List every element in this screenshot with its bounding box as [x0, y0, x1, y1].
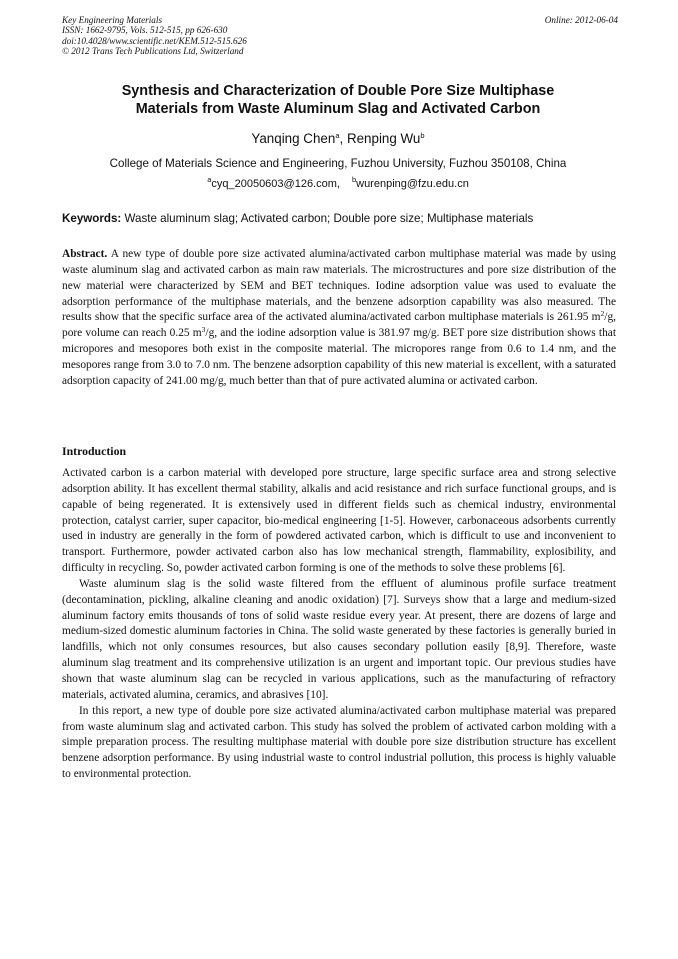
- email-mark: a: [207, 175, 212, 184]
- abstract-label: Abstract.: [62, 248, 108, 260]
- introduction-section: [62, 466, 616, 783]
- unit-exponent: 2: [600, 309, 605, 319]
- keywords: [62, 212, 618, 225]
- email-link[interactable]: wurenping@fzu.edu.cn: [356, 178, 469, 190]
- keywords-label: Keywords:: [62, 212, 122, 225]
- author-name: Yanqing Chen: [251, 131, 336, 146]
- journal-copyright: © 2012 Trans Tech Publications Ltd, Switzerland: [62, 46, 244, 57]
- author-separator: ,: [339, 131, 347, 146]
- affiliation: College of Materials Science and Engineering, Fuzhou University, Fuzhou 350108, China: [109, 157, 567, 170]
- paper-title: [62, 83, 614, 118]
- title-line-2: Materials from Waste Aluminum Slag and Activated Carbon: [135, 100, 541, 117]
- email-mark: b: [351, 175, 357, 184]
- journal-issn: ISSN: 1662-9795, Vols. 512-515, pp 626-630: [62, 25, 228, 36]
- email-link[interactable]: cyq_20050603@126.com,: [211, 178, 340, 190]
- journal-header: [62, 15, 618, 57]
- paragraph: In this report, a new type of double pore size activated alumina/activated carbon multiphase material was prepared from waste aluminum slag and activated carbon. This study has solved the problem of activated carbon molding with a simple preparation process. The resulting multiphase material with double pore size distribution structure has excellent benzene adsorption performance. By using industrial waste to control industrial pollution, this process is highly valuable to environmental protection.: [62, 704, 616, 781]
- abstract-text: A new type of double pore size activated alumina/activated carbon multiphase material was made by using waste aluminum slag and activated carbon as main raw materials. The microstructures and pore size distribution of the new material were characterized by SEM and BET techniques. Iodine adsorption value was used to evaluate the adsorption performance of the multiphase materials, and the benzene adsorption capability was also measured. The results show that the specific surface area of the activated alumina/activated carbon multiphase materials is 261.95 m: [62, 248, 616, 324]
- title-line-1: Synthesis and Characterization of Double Pore Size Multiphase: [121, 83, 555, 99]
- author-affil-mark: a: [335, 131, 340, 140]
- abstract: [62, 247, 616, 390]
- abstract-text: /g, and the iodine adsorption value is 381.97 mg/g. BET pore size distribution shows that micropores and mesopores both exist in the composite material. The micropores range from 0.6 to 1.4 nm, and the mesopores range from 3.0 to 7.0 nm. The benzene adsorption capability of this new material is excellent, with a saturated adsorption capacity of 241.00 mg/g, much better than that of pure activated alumina or activated carbon.: [62, 327, 616, 387]
- author-affil-mark: b: [420, 131, 425, 140]
- journal-name: Key Engineering Materials: [62, 15, 163, 25]
- journal-doi: doi:10.4028/www.scientific.net/KEM.512-515.626: [62, 35, 247, 46]
- author-name: Renping Wu: [346, 131, 421, 146]
- paragraph: Activated carbon is a carbon material with developed pore structure, large specific surface area and strong selective adsorption ability. It has excellent thermal stability, alkalis and acid resistance and rich surface functional groups, and is capable of being regenerated. It is extensively used in different fields such as chemical industry, environmental protection, catalyst carrier, super capacitor, bio-medical engineering [1-5]. However, carbonaceous adsorbents currently used in industry are generally in the form of powdered activated carbon, which is difficult to use and inconvenient to transport. Furthermore, powder activated carbon also has low mechanical strength, flammability, explosibility, and difficulty in recycling. So, powder activated carbon forming is one of the methods to solve these problems [6].: [62, 467, 616, 575]
- keywords-text: Waste aluminum slag; Activated carbon; Double pore size; Multiphase materials: [121, 212, 534, 225]
- abstract-text: /g, pore volume can reach 0.25 m: [62, 311, 616, 340]
- paragraph: Waste aluminum slag is the solid waste filtered from the effluent of aluminous profile surface treatment (decontamination, pickling, alkaline cleaning and anodic oxidation) [7]. Surveys show that a large and medium-sized aluminum factory emits thousands of tons of solid waste residue every year. At present, there are dozens of large and medium-sized domestic aluminum factories in China. The solid waste generated by these factories is generally buried in landfills, which not only consumes resources, but also causes secondary pollution easily [8,9]. Therefore, waste aluminum slag treatment and its comprehensive utilization is an urgent and important topic. Our previous studies have shown that waste aluminum slag can be recycled in various applications, such as the manufacturing of refractory materials, activated alumina, ceramics, and abrasives [10].: [62, 577, 616, 701]
- online-date: Online: 2012-06-04: [544, 15, 618, 25]
- author-list: [62, 131, 614, 146]
- unit-exponent: 3: [201, 325, 206, 335]
- email-list: [62, 175, 614, 190]
- journal-info: [62, 15, 618, 57]
- section-heading: Introduction: [62, 444, 127, 458]
